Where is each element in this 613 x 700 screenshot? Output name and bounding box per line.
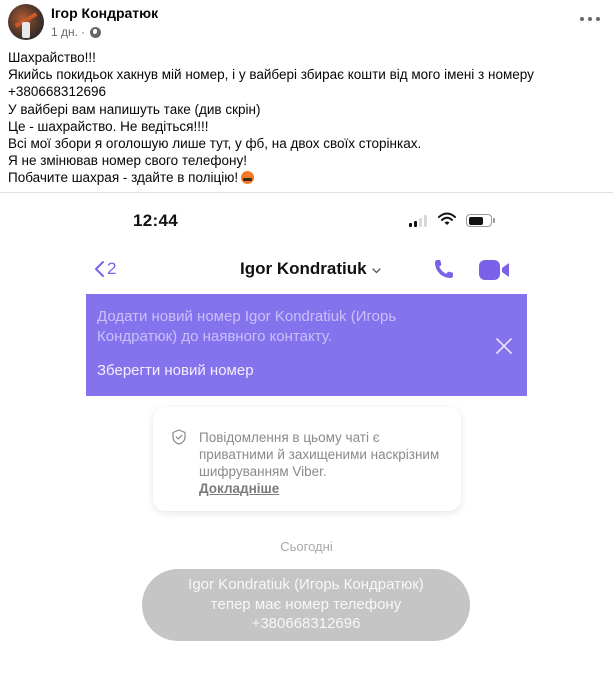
post-time[interactable]: 1 дн. bbox=[51, 25, 78, 39]
back-button[interactable] bbox=[93, 259, 116, 279]
meta-separator: · bbox=[80, 25, 85, 39]
more-dot-icon bbox=[588, 17, 592, 21]
post-line: Я не змінював номер свого телефону! bbox=[8, 153, 247, 169]
system-message-line: Igor Kondratiuk (Игорь Кондратюк) bbox=[188, 576, 424, 593]
post-line: Шахрайство!!! bbox=[8, 50, 96, 65]
angry-face-emoji-icon bbox=[241, 171, 254, 184]
encryption-text: Повідомлення в цьому чаті є приватними й захищеними наскрізним шифруванням Viber. bbox=[199, 430, 440, 479]
chat-title[interactable] bbox=[240, 259, 381, 279]
attached-screenshot[interactable] bbox=[0, 193, 613, 700]
banner-text: Додати новий номер Igor Kondratiuk (Игорь Кондратюк) до наявного контакту. bbox=[97, 308, 397, 345]
post-meta bbox=[51, 25, 101, 39]
battery-icon bbox=[466, 214, 492, 227]
post-line: Це - шахрайство. Не ведіться!!!! bbox=[8, 118, 209, 134]
add-number-banner bbox=[86, 294, 527, 396]
chevron-down-icon bbox=[372, 268, 381, 274]
shield-check-icon bbox=[172, 429, 186, 445]
post-line-text: Побачите шахрая - здайте в поліцію! bbox=[8, 170, 239, 186]
avatar[interactable] bbox=[8, 4, 44, 40]
system-message bbox=[142, 569, 470, 641]
learn-more-link[interactable]: Докладніше bbox=[199, 481, 280, 496]
back-count: 2 bbox=[107, 259, 117, 278]
status-time: 12:44 bbox=[133, 211, 178, 230]
post-line: Всі мої збори я оголошую лише тут, у фб, на двох своїх сторінках. bbox=[8, 136, 422, 152]
encryption-notice bbox=[153, 407, 461, 511]
post-line: У вайбері вам напишуть таке (див скрін) bbox=[8, 101, 261, 117]
post-header bbox=[0, 0, 613, 44]
encryption-notice-text bbox=[199, 429, 449, 497]
date-divider: Сьогодні bbox=[280, 539, 333, 554]
signal-icon bbox=[409, 215, 429, 227]
post-line-last bbox=[8, 169, 608, 186]
phone-icon[interactable] bbox=[432, 257, 456, 281]
more-dot-icon bbox=[596, 17, 600, 21]
wifi-icon bbox=[438, 212, 456, 226]
post-line: +380668312696 bbox=[8, 84, 106, 100]
chevron-left-icon bbox=[93, 260, 105, 278]
globe-icon bbox=[90, 27, 101, 38]
video-camera-icon[interactable] bbox=[478, 259, 510, 281]
system-message-phone: +380668312696 bbox=[251, 615, 361, 632]
more-dot-icon bbox=[580, 17, 584, 21]
system-message-line: тепер має номер телефону bbox=[210, 595, 402, 613]
post-line: Якийсь покидьок хакнув мій номер, і у вайбері збирає кошти від мого імені з номеру bbox=[8, 67, 534, 83]
close-icon[interactable] bbox=[494, 336, 514, 356]
post-body bbox=[8, 49, 608, 187]
save-new-number-button[interactable]: Зберегти новий номер bbox=[97, 362, 254, 379]
more-options-button[interactable] bbox=[580, 14, 600, 24]
author-name[interactable]: Ігор Кондратюк bbox=[51, 5, 159, 21]
chat-title-text: Igor Kondratiuk bbox=[240, 259, 367, 278]
